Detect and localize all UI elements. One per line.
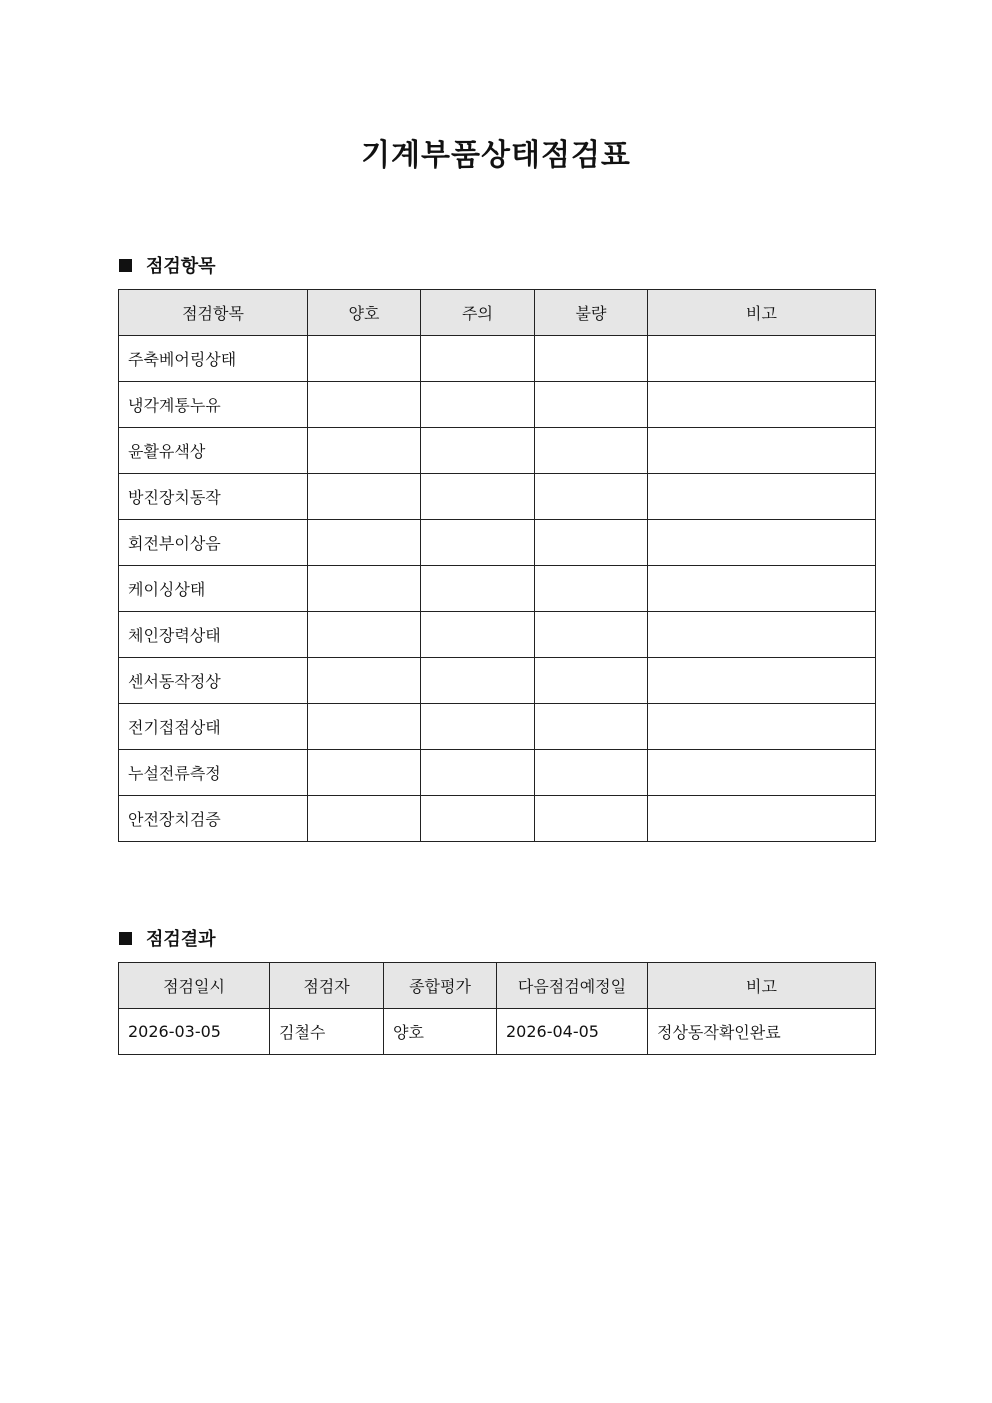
table-row xyxy=(119,566,876,612)
caution-check-cell[interactable] xyxy=(421,520,535,566)
bad-check-cell[interactable] xyxy=(535,612,648,658)
good-check-cell[interactable] xyxy=(308,336,421,382)
table-row xyxy=(119,704,876,750)
caution-check-cell[interactable] xyxy=(421,382,535,428)
table-row xyxy=(119,796,876,842)
caution-check-cell[interactable] xyxy=(421,566,535,612)
bad-check-cell[interactable] xyxy=(535,336,648,382)
inspection-item-label: 방진장치동작 xyxy=(119,474,308,520)
square-bullet-icon xyxy=(119,259,132,272)
bad-check-cell[interactable] xyxy=(535,566,648,612)
square-bullet-icon xyxy=(119,932,132,945)
good-check-cell[interactable] xyxy=(308,382,421,428)
inspection-date-cell[interactable]: 2026-03-05 xyxy=(119,1009,270,1055)
good-check-cell[interactable] xyxy=(308,474,421,520)
bad-check-cell[interactable] xyxy=(535,520,648,566)
inspection-item-label: 회전부이상음 xyxy=(119,520,308,566)
remarks-cell[interactable] xyxy=(648,520,876,566)
good-check-cell[interactable] xyxy=(308,750,421,796)
next-date-cell[interactable]: 2026-04-05 xyxy=(497,1009,648,1055)
caution-check-cell[interactable] xyxy=(421,750,535,796)
caution-check-cell[interactable] xyxy=(421,796,535,842)
column-header-item: 점검항목 xyxy=(119,290,308,336)
section-heading-label: 점검결과 xyxy=(146,929,216,950)
remarks-cell[interactable] xyxy=(648,750,876,796)
section-heading-result xyxy=(119,926,216,950)
inspection-item-label: 누설전류측정 xyxy=(119,750,308,796)
column-header-inspector: 점검자 xyxy=(270,963,384,1009)
remarks-cell[interactable] xyxy=(648,566,876,612)
section-heading-label: 점검항목 xyxy=(146,256,216,277)
good-check-cell[interactable] xyxy=(308,796,421,842)
column-header-caution: 주의 xyxy=(421,290,535,336)
table-row xyxy=(119,612,876,658)
caution-check-cell[interactable] xyxy=(421,428,535,474)
bad-check-cell[interactable] xyxy=(535,658,648,704)
table-row xyxy=(119,382,876,428)
inspection-item-label: 주축베어링상태 xyxy=(119,336,308,382)
good-check-cell[interactable] xyxy=(308,566,421,612)
table-row xyxy=(119,428,876,474)
good-check-cell[interactable] xyxy=(308,658,421,704)
column-header-overall: 종합평가 xyxy=(384,963,497,1009)
inspection-item-label: 안전장치검증 xyxy=(119,796,308,842)
column-header-date: 점검일시 xyxy=(119,963,270,1009)
remarks-cell[interactable] xyxy=(648,704,876,750)
table-row xyxy=(119,474,876,520)
inspection-item-label: 윤활유색상 xyxy=(119,428,308,474)
caution-check-cell[interactable] xyxy=(421,658,535,704)
column-header-bad: 불량 xyxy=(535,290,648,336)
bad-check-cell[interactable] xyxy=(535,474,648,520)
table-row xyxy=(119,336,876,382)
result-remarks-cell[interactable]: 정상동작확인완료 xyxy=(648,1009,876,1055)
column-header-remarks: 비고 xyxy=(648,963,876,1009)
bad-check-cell[interactable] xyxy=(535,796,648,842)
caution-check-cell[interactable] xyxy=(421,612,535,658)
table-row xyxy=(119,750,876,796)
inspection-item-label: 냉각계통누유 xyxy=(119,382,308,428)
table-row xyxy=(119,658,876,704)
remarks-cell[interactable] xyxy=(648,658,876,704)
remarks-cell[interactable] xyxy=(648,612,876,658)
remarks-cell[interactable] xyxy=(648,336,876,382)
document-title: 기계부품상태점검표 xyxy=(361,138,631,173)
inspection-table xyxy=(118,289,876,842)
caution-check-cell[interactable] xyxy=(421,336,535,382)
inspection-item-label: 체인장력상태 xyxy=(119,612,308,658)
caution-check-cell[interactable] xyxy=(421,474,535,520)
good-check-cell[interactable] xyxy=(308,428,421,474)
column-header-good: 양호 xyxy=(308,290,421,336)
caution-check-cell[interactable] xyxy=(421,704,535,750)
bad-check-cell[interactable] xyxy=(535,704,648,750)
section-heading-inspection xyxy=(119,253,216,277)
remarks-cell[interactable] xyxy=(648,428,876,474)
table-row xyxy=(119,520,876,566)
remarks-cell[interactable] xyxy=(648,796,876,842)
result-header-row xyxy=(119,963,876,1009)
overall-rating-cell[interactable]: 양호 xyxy=(384,1009,497,1055)
bad-check-cell[interactable] xyxy=(535,750,648,796)
inspection-item-label: 센서동작정상 xyxy=(119,658,308,704)
inspection-item-label: 전기접점상태 xyxy=(119,704,308,750)
bad-check-cell[interactable] xyxy=(535,428,648,474)
inspector-cell[interactable]: 김철수 xyxy=(270,1009,384,1055)
remarks-cell[interactable] xyxy=(648,382,876,428)
inspection-item-label: 케이싱상태 xyxy=(119,566,308,612)
table-row xyxy=(119,1009,876,1055)
column-header-next-date: 다음점검예정일 xyxy=(497,963,648,1009)
good-check-cell[interactable] xyxy=(308,520,421,566)
column-header-remarks: 비고 xyxy=(648,290,876,336)
inspection-header-row xyxy=(119,290,876,336)
good-check-cell[interactable] xyxy=(308,704,421,750)
remarks-cell[interactable] xyxy=(648,474,876,520)
bad-check-cell[interactable] xyxy=(535,382,648,428)
good-check-cell[interactable] xyxy=(308,612,421,658)
result-table xyxy=(118,962,876,1055)
